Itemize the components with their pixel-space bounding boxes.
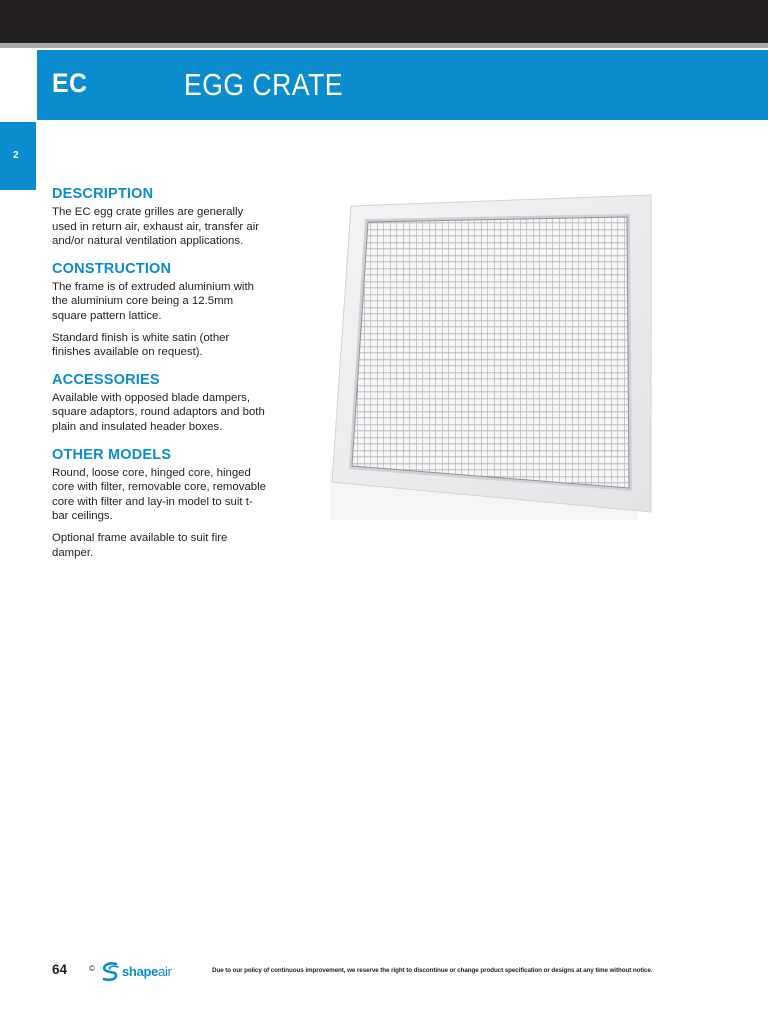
- logo-text: [122, 964, 172, 979]
- accessories-heading: ACCESSORIES: [52, 371, 160, 388]
- section-tab-number: 2: [13, 150, 19, 161]
- content-column: [52, 186, 267, 572]
- other-models-fire-text: Optional frame available to suit fire damper.: [52, 531, 228, 559]
- description-section: [52, 186, 267, 249]
- shapeair-logo: [100, 960, 180, 984]
- egg-crate-grille-image: [325, 190, 665, 520]
- header-band: [37, 50, 768, 120]
- accessories-section: [52, 372, 267, 435]
- logo-text-light: air: [158, 964, 172, 979]
- description-text: The EC egg crate grilles are generally used in return air, exhaust air, transfer air and/or natural ventilation applications.: [52, 206, 260, 248]
- description-heading: DESCRIPTION: [52, 186, 154, 202]
- construction-text: The frame is of extruded aluminium with the aluminium core being a 12.5mm square pattern lattice.: [52, 280, 254, 322]
- page-title: EGG CRATE: [184, 67, 343, 102]
- construction-section: [52, 261, 267, 360]
- other-models-section: [52, 447, 267, 561]
- other-models-heading: OTHER MODELS: [52, 446, 172, 463]
- construction-finish-text: Standard finish is white satin (other finishes available on request).: [52, 331, 230, 359]
- logo-text-bold: shape: [122, 964, 159, 979]
- disclaimer-text: Due to our policy of continuous improvement, we reserve the right to discontinue or change product specification or designs at any time without notice.: [212, 967, 653, 974]
- section-tab: [0, 122, 36, 190]
- shapeair-swoosh-icon: [100, 960, 122, 984]
- copyright-symbol: ©: [89, 964, 95, 973]
- construction-heading: CONSTRUCTION: [52, 260, 172, 277]
- accessories-text: Available with opposed blade dampers, square adaptors, round adaptors and both plain and insulated header boxes.: [52, 391, 265, 433]
- grey-strip: [0, 43, 768, 48]
- product-code: EC: [52, 68, 88, 98]
- other-models-text: Round, loose core, hinged core, hinged core with filter, removable core, removable core with filter and lay-in model to suit t-bar ceilings.: [52, 466, 266, 523]
- top-bar: [0, 0, 768, 43]
- page-number: 64: [52, 962, 68, 977]
